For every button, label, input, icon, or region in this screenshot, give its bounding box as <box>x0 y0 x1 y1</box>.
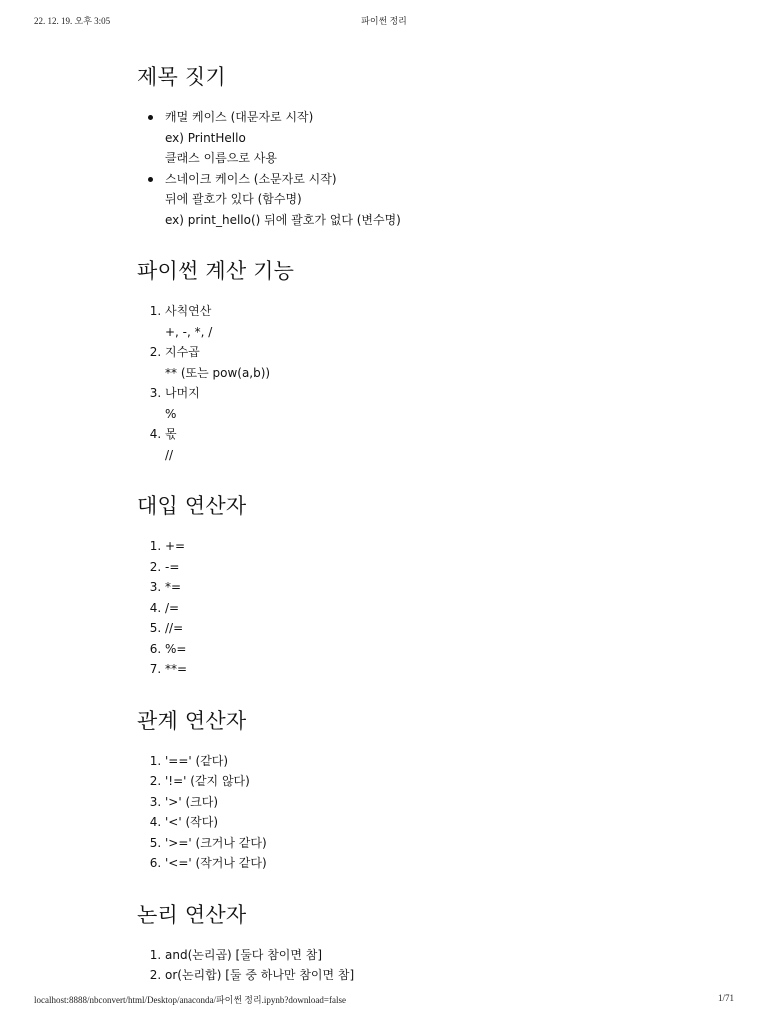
section-heading: 제목 짓기 <box>137 65 226 89</box>
section-naming <box>137 62 697 230</box>
list-item: 3. *= <box>165 577 697 598</box>
list-item <box>165 424 697 465</box>
section-relational-operators <box>137 706 697 874</box>
section-heading: 파이썬 계산 기능 <box>137 259 295 283</box>
item-line: ** (또는 pow(a,b)) <box>165 365 271 380</box>
print-header <box>34 14 734 32</box>
logical-operator-list <box>137 945 697 986</box>
item-line: % <box>165 406 177 421</box>
list-item: 2. or(논리합) [둘 중 하나만 참이면 참] <box>165 965 697 986</box>
calculation-list <box>137 301 697 465</box>
bullet-item-camel-case <box>165 107 697 169</box>
bullet-line: 캐멀 케이스 (대문자로 시작) <box>165 110 314 124</box>
item-line: 4. 몫 <box>165 427 177 441</box>
list-item: 7. **= <box>165 659 697 680</box>
bullet-line: ex) print_hello() 뒤에 괄호가 없다 (변수명) <box>165 212 401 227</box>
list-item: 6. %= <box>165 639 697 660</box>
list-item: 6. '<=' (작거나 같다) <box>165 853 697 874</box>
list-item: 2. -= <box>165 557 697 578</box>
item-line: 1. 사칙연산 <box>165 304 212 318</box>
document-content <box>137 62 697 986</box>
list-item <box>165 342 697 383</box>
list-item <box>165 301 697 342</box>
section-heading: 관계 연산자 <box>137 708 247 733</box>
bullet-line: ex) PrintHello <box>165 130 246 145</box>
print-title: 파이썬 정리 <box>361 16 407 26</box>
list-item: 5. //= <box>165 618 697 639</box>
list-item: 1. '==' (같다) <box>165 751 697 772</box>
list-item: 1. += <box>165 536 697 557</box>
bullet-item-snake-case <box>165 169 697 231</box>
naming-bullet-list <box>137 107 697 230</box>
relational-operator-list <box>137 751 697 874</box>
assignment-operator-list <box>137 536 697 680</box>
section-logical-operators <box>137 900 697 986</box>
bullet-line: 클래스 이름으로 사용 <box>165 151 277 165</box>
item-line: // <box>165 447 174 462</box>
list-item: 1. and(논리곱) [둘다 참이면 참] <box>165 945 697 966</box>
list-item: 3. '>' (크다) <box>165 792 697 813</box>
bullet-line: 스네이크 케이스 (소문자로 시작) <box>165 171 337 186</box>
list-item <box>165 383 697 424</box>
print-date: 22. 12. 19. 오후 3:05 <box>34 16 111 26</box>
print-url: localhost:8888/nbconvert/html/Desktop/anaconda/파이썬 정리.ipynb?download=false <box>34 995 346 1005</box>
item-line: 3. 나머지 <box>165 386 200 400</box>
page-number: 1/71 <box>717 993 734 1003</box>
section-calculation <box>137 256 697 465</box>
list-item: 5. '>=' (크거나 같다) <box>165 833 697 854</box>
item-line: 2. 지수곱 <box>165 345 200 359</box>
item-line: +, -, *, / <box>165 324 213 339</box>
section-heading: 논리 연산자 <box>137 902 247 927</box>
print-footer <box>34 993 734 1009</box>
list-item: 4. '<' (작다) <box>165 812 697 833</box>
bullet-line: 뒤에 괄호가 있다 (함수명) <box>165 192 302 206</box>
list-item: 2. '!=' (같지 않다) <box>165 771 697 792</box>
section-assignment-operators <box>137 491 697 680</box>
section-heading: 대입 연산자 <box>137 494 247 518</box>
list-item: 4. /= <box>165 598 697 619</box>
